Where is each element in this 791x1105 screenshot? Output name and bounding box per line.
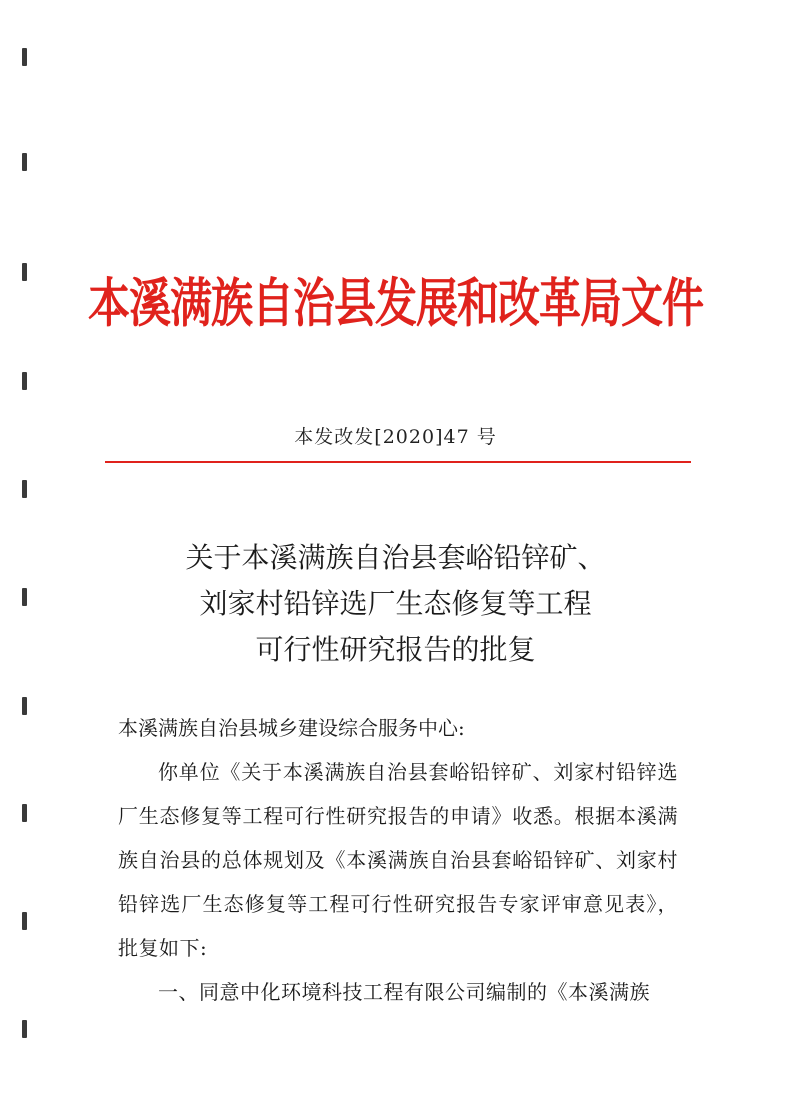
- document-number: 本发改发[2020]47 号: [294, 426, 497, 448]
- document-body: [118, 706, 678, 1014]
- binding-mark: [22, 153, 27, 171]
- binding-mark: [22, 48, 27, 66]
- addressee: 本溪满族自治县城乡建设综合服务中心:: [118, 716, 465, 740]
- body-paragraph: 你单位《关于本溪满族自治县套峪铅锌矿、刘家村铅锌选厂生态修复等工程可行性研究报告的申请》收悉。根据本溪满族自治县的总体规划及《本溪满族自治县套峪铅锌矿、刘家村铅锌选厂生态修复等工程可行性研究报告专家评审意见表》，批复如下:: [118, 760, 678, 960]
- header-divider: [105, 461, 691, 463]
- binding-mark: [22, 804, 27, 822]
- binding-mark: [22, 372, 27, 390]
- body-paragraph: 一、同意中化环境科技工程有限公司编制的《本溪满族: [158, 980, 650, 1004]
- title-line: 可行性研究报告的批复: [255, 633, 536, 666]
- binding-mark: [22, 697, 27, 715]
- document-title: [0, 535, 791, 673]
- issuer-banner: 本溪满族自治县发展和改革局文件: [87, 272, 703, 334]
- binding-mark: [22, 1020, 27, 1038]
- title-line: 关于本溪满族自治县套峪铅锌矿、: [185, 541, 606, 574]
- binding-mark: [22, 912, 27, 930]
- binding-mark: [22, 480, 27, 498]
- title-line: 刘家村铅锌选厂生态修复等工程: [199, 587, 592, 620]
